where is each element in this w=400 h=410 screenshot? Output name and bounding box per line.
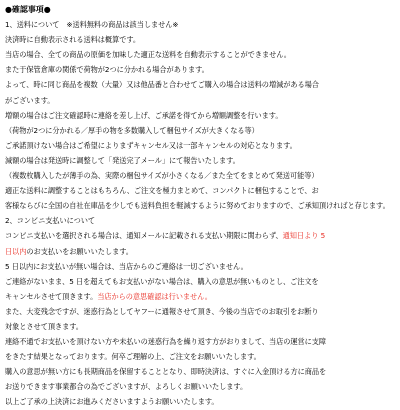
shipping-line: また于保管倉庫の関係で荷物が2つに分かれる場合があります。: [5, 65, 209, 75]
convenience-text: キャンセルさせて頂きます。: [5, 291, 98, 301]
shipping-line: 増額の場合はご注文確認時に連絡を差し上げ、ご承諾を得てから増額調整を行います。: [5, 110, 283, 120]
deadline-highlight: 日以内: [5, 246, 27, 256]
convenience-line: 5 日以内にお支払いが無い場合は、当店からのご連絡は一切ございません。: [5, 261, 248, 271]
no-confirmation-highlight: 当店からの意思確認は行いません。: [97, 291, 212, 301]
shipping-line: 決済時に自動表示される送料は概算です。: [5, 35, 141, 45]
deadline-highlight: 通知日より 5: [282, 231, 326, 241]
convenience-section-heading: 2、コンビニ支払いについて: [5, 216, 96, 226]
convenience-line: [5, 244, 398, 259]
shipping-section-heading: 1、送料について ※送料無料の商品は該当しません※: [5, 20, 179, 30]
shipping-line: 適正な送料に調整することはもちろん、ご注文を極力まとめて、コンパクトに梱包することで、お: [5, 186, 319, 196]
shipping-line: 客様ならびに全国の自社在庫品を少しでも送料負担を軽減するように努めておりますので、ご承知頂ければと存じます。: [5, 201, 390, 211]
shipping-line: 当店の場合、全ての商品の原価を加味した適正な送料を自動表示することができません。: [5, 50, 291, 60]
convenience-line: 連絡不通でお支払いを頂けない方や未払いの迷惑行為を繰り返す方がおりまして、当店の運営に支障: [5, 337, 327, 347]
shipping-line: ご承諾頂けない場合はご希望によりまずキャンセル又は一部キャンセルの対応となります。: [5, 140, 297, 150]
convenience-line: また、大変残念ですが、迷惑行為としてヤフーに通報させて頂き、今後の当店でのお取引をお断り: [5, 306, 319, 316]
convenience-line: お送りできます事業都合の為でございますが、よろしくお願いいたします。: [5, 382, 248, 392]
convenience-line: [5, 289, 398, 304]
convenience-line: 対象とさせて頂きます。: [5, 321, 83, 331]
convenience-line: ご連絡がないまま、5 日を超えてもお支払いがない場合は、購入の意思が無いものとし、ご注文を: [5, 276, 319, 286]
shipping-line: がございます。: [5, 95, 55, 105]
shipping-line: （荷物が2つに分かれる／厚手の物を多数購入して梱包サイズが大きくなる等）: [5, 125, 259, 135]
shipping-line: 減額の場合は発送時に調整して「発送完了メール」にて報告いたします。: [5, 155, 240, 165]
convenience-line: をきたす結果となっております。何卒ご理解の上、ご注文をお願いいたします。: [5, 352, 261, 362]
notice-title: ●確認事項●: [5, 5, 51, 14]
convenience-line: 購入の意思が無い方にも長期商品を保留することとなり、即時決済は、すぐに入金頂ける方に商品を: [5, 367, 327, 377]
convenience-text: のお支払いをお願いいたします。: [26, 246, 133, 256]
convenience-text: コンビニ支払いを選択される場合は、通知メールに記載される支払い期限に関わらず、: [5, 231, 283, 241]
convenience-line: [5, 228, 398, 243]
shipping-line: よって、時に同じ商品を複数（大量）又は他品番と合わせてご購入の場合は送料の増減がある場合: [5, 80, 319, 90]
shipping-line: （複数枚購入したが薄手の為、実際の梱包サイズが小さくなる／また全てをまとめて発送可能等）: [5, 171, 319, 181]
convenience-line: 以上ご了承の上決済にお進みくださいますようお願いいたします。: [5, 397, 219, 407]
